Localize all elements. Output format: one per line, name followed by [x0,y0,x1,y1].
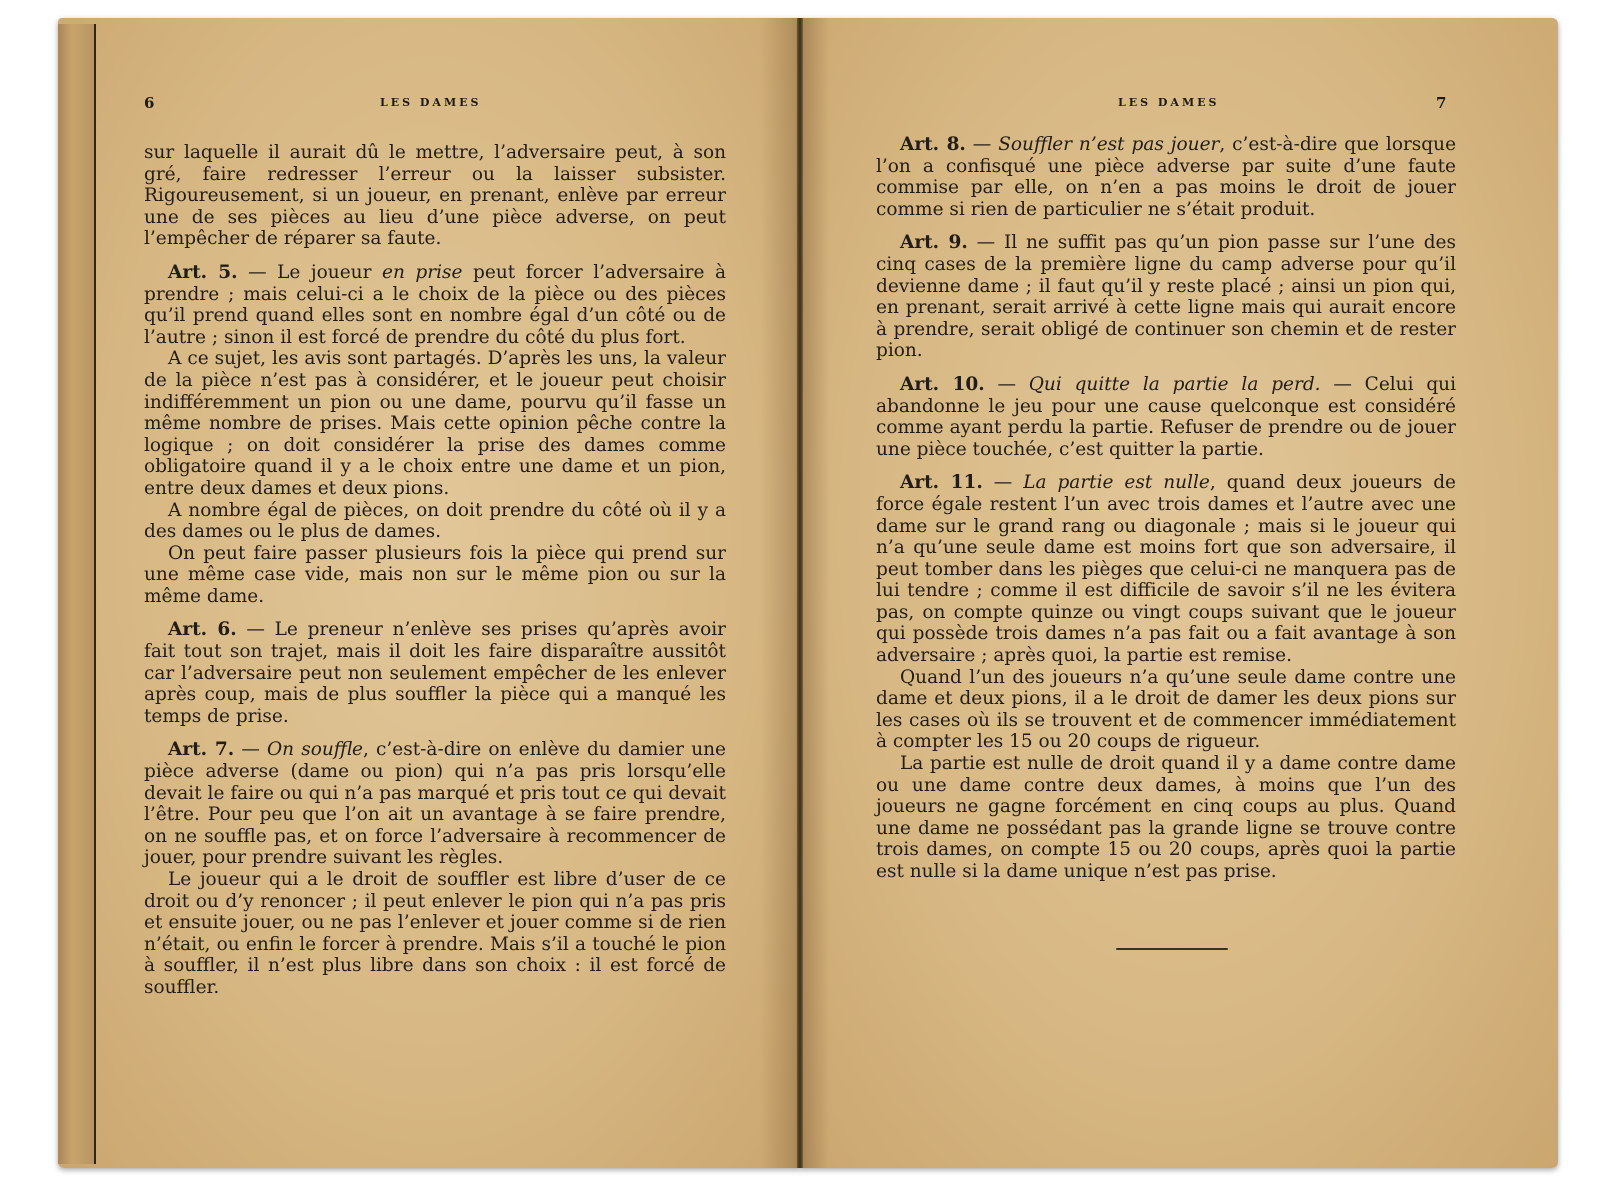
article-paragraph [876,374,1456,460]
article-title: La partie est nulle [1023,472,1210,494]
body-text: A ce sujet, les avis sont partagés. D’après les uns, la valeur de la pièce n’est pas à considérer, et le joueur peut choisir indifféremment un pion ou une dame, pourvu qu’il fasse un même nombre de prises. Mais cette opinion pêche contre la logique ; on doit considérer la prise des dames comme obligatoire quand il y a le choix entre une dame et un pion, entre deux dames et deux pions. [144,348,726,499]
article-label: Art. 7. [168,739,235,761]
article-title: Souffler n’est pas jouer [998,134,1220,155]
article-paragraph [876,232,1456,362]
article-label: Art. 6. [168,619,237,641]
body-text: On peut faire passer plusieurs fois la pièce qui prend sur une même case vide, mais non sur le même pion ou sur la même dame. [144,542,726,607]
article-label: Art. 10. [900,373,985,395]
article-label: Art. 5. [168,261,238,283]
book-spread [58,18,1558,1168]
body-text: peut forcer l’adversaire à prendre ; mais celui-ci a le choix de la pièce ou des pièces qu’il prend quand elles sont en nombre égal d’un côté ou de l’autre ; sinon il est forcé de prendre du côté du plus fort. [144,261,726,348]
paragraph [144,543,726,608]
end-rule [1116,948,1228,950]
paragraph [144,348,726,499]
article-label: Art. 11. [900,472,983,494]
body-text: — [982,472,1024,494]
paragraph [876,753,1456,883]
article-paragraph [144,739,726,869]
body-text: — Celui qui abandonne le jeu pour une cause quelconque est considéré comme ayant perdu la partie. Refuser de prendre ou de jouer une pièce touchée, c’est quitter la partie. [876,373,1456,460]
left-page [58,18,800,1168]
article-paragraph [144,262,726,348]
body-text: — Il ne suffit pas qu’un pion passe sur l’une des cinq cases de la première ligne du camp adverse pour qu’il devienne dame ; il faut qu’il y reste placé ; ainsi un pion qui, en prenant, serait arrivé à cette ligne mais qui aurait encore à prendre, serait obligé de continuer son chemin et de rester pion. [876,232,1456,362]
body-text: — [984,373,1029,395]
body-text: Le joueur qui a le droit de souffler est libre d’user de ce droit ou d’y renoncer ; il peut enlever le pion qui n’a pas pris et ensuite jouer, ou ne pas l’enlever et jouer comme si de rien n’était, ou enfin le forcer à prendre. Mais s’il a touché le pion à souffler, il n’est plus libre dans son choix : il est forcé de souffler. [144,869,726,998]
body-text: — Le joueur [237,261,382,283]
body-text: — Le preneur n’enlève ses prises qu’après avoir fait tout son trajet, mais il doit les faire disparaître aussitôt car l’adversaire peut non seulement empêcher de les enlever après coup, mais de plus souffler la pièce qui a manqué les temps de prise. [144,619,727,727]
page-body [144,142,726,999]
page-number: 6 [144,94,155,112]
article-paragraph [144,619,726,727]
body-text: , quand deux joueurs de force égale restent l’un avec trois dames et l’autre avec une dame sur le grand rang ou diagonale ; mais si le joueur qui n’a qu’une seule dame est moins fort que son adversaire, il peut tomber dans les pièges que celui-ci ne manquera pas de lui tendre ; comme il est difficile de savoir s’il ne les évitera pas, on compte quinze ou vingt coups suivant que le joueur qui possède trois dames n’a pas fait ou a fait avantage à son adversaire ; après quoi, la partie est remise. [876,472,1456,667]
article-paragraph [876,134,1456,220]
paragraph [876,667,1456,753]
article-title: On souffle [267,739,363,761]
right-page [800,18,1558,1168]
article-paragraph [876,472,1456,666]
article-title: Qui quitte la partie la perd. [1028,373,1321,395]
body-text: — [965,134,999,155]
page-body [876,134,1456,883]
article-label: Art. 9. [900,232,968,254]
body-text: — [234,739,267,761]
article-title: en prise [382,261,463,283]
paragraph [144,500,726,543]
paragraph [144,869,726,999]
body-text: A nombre égal de pièces, on doit prendre du côté où il y a des dames ou le plus de dames. [144,499,726,543]
page-number: 7 [1436,94,1447,112]
paragraph [144,142,726,250]
running-head: LES DAMES [380,96,482,109]
running-head: LES DAMES [1118,96,1220,109]
gutter-crease [797,18,803,1168]
body-text: sur laquelle il aurait dû le mettre, l’adversaire peut, à son gré, faire redresser l’erreur ou la laisser subsister. Rigoureusement, si un joueur, en prenant, enlève par erreur une de ses pièces au lieu d’une pièce adverse, on peut l’empêcher de réparer sa faute. [144,142,726,250]
body-text: Quand l’un des joueurs n’a qu’une seule dame contre une dame et deux pions, il a le droit de damer les deux pions sur les cases où ils se trouvent et de commencer immédiatement à compter les 15 ou 20 coups de rigueur. [876,666,1456,753]
body-text: , c’est-à-dire que lorsque l’on a confisqué une pièce adverse par suite d’une faute commise par elle, on n’en a pas moins le droit de jouer comme si rien de particulier ne s’était produit. [876,134,1457,220]
cover-edge [58,24,96,1164]
article-label: Art. 8. [900,134,966,155]
body-text: , c’est-à-dire on enlève du damier une pièce adverse (dame ou pion) qui n’a pas pris lorsqu’elle devait le faire ou qui n’a pas marqué et pris tout ce qui devait l’être. Pour peu que l’on ait un avantage à se faire prendre, on ne souffle pas, et on force l’adversaire à recommencer de jouer, pour prendre suivant les règles. [144,739,726,869]
body-text: La partie est nulle de droit quand il y a dame contre dame ou une dame contre deux dames, à moins que l’un des joueurs ne gagne forcément en cinq coups au plus. Quand une dame ne possédant pas la grande ligne se trouve contre trois dames, on compte 15 ou 20 coups, après quoi la partie est nulle si la dame unique n’est pas prise. [876,753,1456,882]
